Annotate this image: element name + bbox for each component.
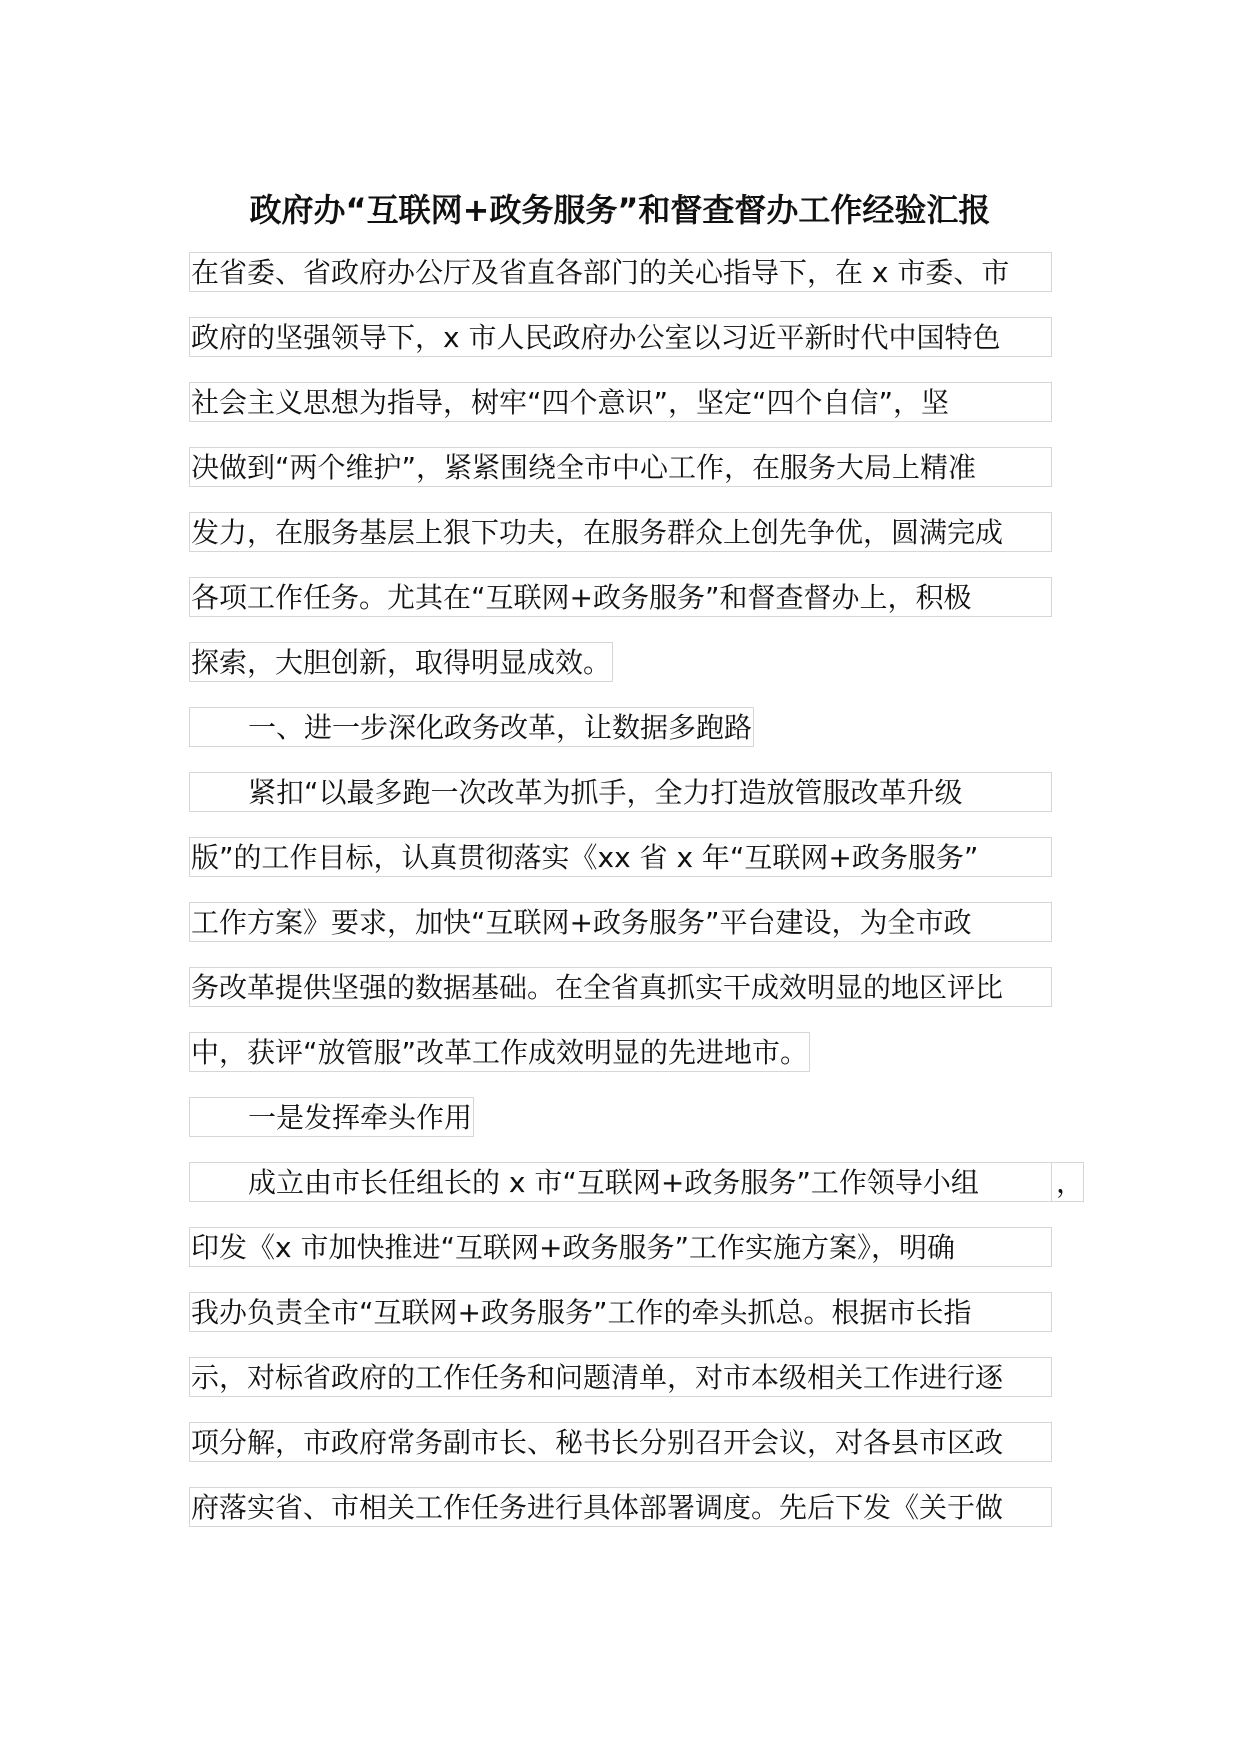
paragraph-line: 府落实省、市相关工作任务进行具体部署调度。先后下发《关于做 (189, 1487, 1052, 1527)
paragraph-line: 示，对标省政府的工作任务和问题清单，对市本级相关工作进行逐 (189, 1357, 1052, 1397)
subsection-heading: 一是发挥牵头作用 (189, 1097, 474, 1137)
text-line (189, 1357, 1089, 1422)
text-line (189, 642, 1089, 707)
text-line (189, 837, 1089, 902)
paragraph-line: 各项工作任务。尤其在“互联网+政务服务”和督查督办上，积极 (189, 577, 1052, 617)
paragraph-line: 版”的工作目标，认真贯彻落实《xx 省 x 年“互联网+政务服务” (189, 837, 1052, 877)
text-line (189, 382, 1089, 447)
paragraph-line: 社会主义思想为指导，树牢“四个意识”，坚定“四个自信”，坚 (189, 382, 1052, 422)
paragraph-line: 务改革提供坚强的数据基础。在全省真抓实干成效明显的地区评比 (189, 967, 1052, 1007)
text-line (189, 447, 1089, 512)
text-line (189, 707, 1089, 772)
text-line (189, 1032, 1089, 1097)
text-line (189, 1097, 1089, 1162)
paragraph-line: 中，获评“放管服”改革工作成效明显的先进地市。 (189, 1032, 810, 1072)
text-line (189, 252, 1089, 317)
paragraph-line: 政府的坚强领导下，x 市人民政府办公室以习近平新时代中国特色 (189, 317, 1052, 357)
text-line (189, 317, 1089, 382)
paragraph-line: 探索，大胆创新，取得明显成效。 (189, 642, 613, 682)
paragraph-line: 决做到“两个维护”，紧紧围绕全市中心工作，在服务大局上精准 (189, 447, 1052, 487)
paragraph-line: 发力，在服务基层上狠下功夫，在服务群众上创先争优，圆满完成 (189, 512, 1052, 552)
paragraph-line: 印发《x 市加快推进“互联网+政务服务”工作实施方案》，明确 (189, 1227, 1052, 1267)
paragraph-line: 工作方案》要求，加快“互联网+政务服务”平台建设，为全市政 (189, 902, 1052, 942)
paragraph-line: 成立由市长任组长的 x 市“互联网+政务服务”工作领导小组 (189, 1162, 1052, 1202)
paragraph-line: 紧扣“以最多跑一次改革为抓手，全力打造放管服改革升级 (189, 772, 1052, 812)
document-title: 政府办“互联网+政务服务”和督查督办工作经验汇报 (249, 191, 991, 229)
text-line (189, 512, 1089, 577)
text-line (189, 1422, 1089, 1487)
text-line (189, 1227, 1089, 1292)
text-line (189, 577, 1089, 642)
trailing-punctuation: ， (1052, 1162, 1084, 1202)
text-line (189, 1487, 1089, 1552)
text-line (189, 902, 1089, 967)
paragraph-line: 我办负责全市“互联网+政务服务”工作的牵头抓总。根据市长指 (189, 1292, 1052, 1332)
paragraph-line: 在省委、省政府办公厅及省直各部门的关心指导下，在 x 市委、市 (189, 252, 1052, 292)
section-heading: 一、进一步深化政务改革，让数据多跑路 (189, 707, 754, 747)
text-line (189, 772, 1089, 837)
text-line (189, 1292, 1089, 1357)
paragraph-line: 项分解，市政府常务副市长、秘书长分别召开会议，对各县市区政 (189, 1422, 1052, 1462)
document-body (189, 252, 1089, 1552)
text-line (189, 967, 1089, 1032)
text-line (189, 1162, 1089, 1227)
